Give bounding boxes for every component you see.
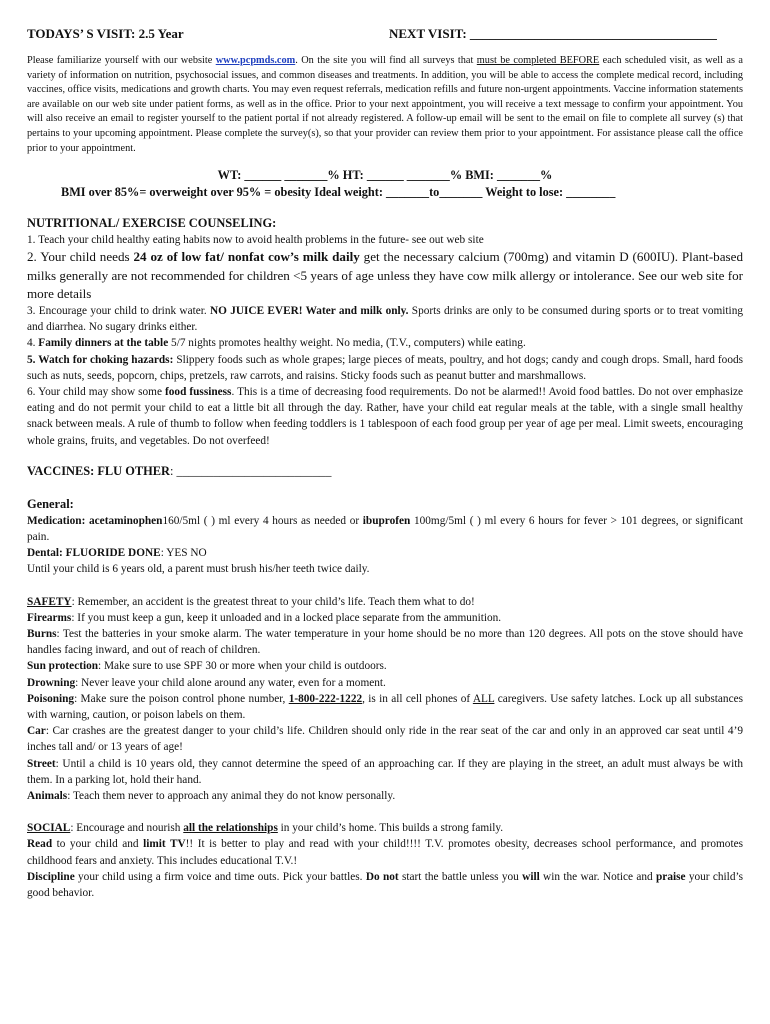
item-text: Sports drinks are only to be consumed during sports or to treat vomiting and diarrhea. No sugary drinks either. xyxy=(27,304,743,334)
intro-text: Please familiarize yourself with our website xyxy=(27,55,216,66)
safety-text: : Test the batteries in your smoke alarm. The water temperature in your home should be no more than 120 degrees. All pots on the stove should have handles facing inward, and out of reach of children. xyxy=(27,628,743,657)
vaccines-blank: : _________________________ xyxy=(169,463,332,478)
vaccines-label: VACCINES: FLU OTHER xyxy=(27,463,170,478)
food-fussiness-text: food fussiness xyxy=(165,385,232,398)
item-text: 6. Your child may show some xyxy=(27,385,166,398)
choking-hazards-label: 5. Watch for choking hazards: xyxy=(27,353,174,366)
item-text: Slippery foods such as whole grapes; large pieces of meats, poultry, and hot dogs; candy and cough drops. Small, hard foods such as nuts, seeds, popcorn, chips, pretzels, raw carrots, and raisins. Sticky foods such as peanut butter and marshmallows. xyxy=(27,353,744,382)
todays-visit: TODAYS’ S VISIT: 2.5 Year xyxy=(27,26,184,41)
nutrition-item-2 xyxy=(27,248,743,303)
brush-text: Until your child is 6 years old, a parent must brush his/her teeth twice daily. xyxy=(27,563,370,576)
safety-text: : Make sure the poison control phone number, xyxy=(74,692,289,705)
burns-label: Burns xyxy=(27,628,57,641)
social-label: SOCIAL xyxy=(27,822,71,835)
safety-intro xyxy=(27,594,743,610)
item-text: get the necessary calcium (700mg) and vitamin D (600IU). Plant-based milks generally are not recommended for children <5 years of age unless they have cow milk allergy or intolerance. See our web site for more details xyxy=(27,249,743,301)
dental-label: Dental: FLUORIDE DONE xyxy=(27,547,161,560)
read-label: Read xyxy=(27,838,53,851)
next-visit: NEXT VISIT: ______________________________________ xyxy=(389,26,717,41)
vaccines-line xyxy=(27,463,743,480)
bmi-line: BMI over 85%= overweight over 95% = obesity Ideal weight: _______to_______ Weight to lose: ________ xyxy=(61,185,616,200)
discipline-label: Discipline xyxy=(27,870,75,883)
safety-text: : Never leave your child alone around any water, even for a moment. xyxy=(75,676,386,689)
sun-label: Sun protection xyxy=(27,660,99,673)
measurements-line: WT: ______ _______% HT: ______ _______% BMI: _______% xyxy=(217,168,553,183)
safety-drowning xyxy=(27,675,743,691)
dental-line xyxy=(27,545,743,561)
safety-sun xyxy=(27,658,743,674)
general-title: General: xyxy=(27,496,74,511)
nutrition-item-1: 1. Teach your child healthy eating habits now to avoid health problems in the future- see out web site xyxy=(27,234,484,247)
relationships-text: all the relationships xyxy=(183,822,278,835)
safety-text: : Car crashes are the greatest danger to your child’s life. Children should only ride in the rear seat of the car and only in an approved car seat until 4’9 inches tall and/ or 13 years of age! xyxy=(27,725,743,754)
safety-text: : Make sure to use SPF 30 or more when your child is outdoors. xyxy=(98,660,387,673)
social-read xyxy=(27,836,743,868)
safety-text: : Until a child is 10 years old, they cannot determine the speed of an approaching car. If they are playing in the street, an adult must always be with them. In a parking lot, hold their hand. xyxy=(27,757,743,786)
milk-amount: 24 oz of low fat/ nonfat cow’s milk daily xyxy=(133,249,360,265)
header xyxy=(27,26,743,44)
poison-phone: 1-800-222-1222 xyxy=(288,692,363,705)
item-text: 5/7 nights promotes healthy weight. No media, (T.V., computers) while eating. xyxy=(168,337,526,350)
praise-text: praise xyxy=(656,870,686,883)
ibuprofen-label: ibuprofen xyxy=(362,514,411,527)
dental-options: : YES NO xyxy=(160,547,207,560)
social-text: start the battle unless you xyxy=(398,870,523,883)
do-not-text: Do not xyxy=(365,870,399,883)
safety-firearms xyxy=(27,610,743,626)
nutrition-item-3 xyxy=(27,303,743,335)
medication-line xyxy=(27,513,743,545)
intro-text: . On the site you will find all surveys that xyxy=(295,55,477,66)
social-text: in your child’s home. This builds a strong family. xyxy=(277,822,504,835)
safety-street xyxy=(27,756,743,788)
nutrition-item-5 xyxy=(27,352,743,384)
social-intro xyxy=(27,820,743,836)
safety-car xyxy=(27,723,743,755)
safety-text: caregivers. Use safety latches. Lock up all substances with warning, caution, or poison labels on them. xyxy=(27,692,743,722)
street-label: Street xyxy=(27,757,56,770)
safety-poisoning xyxy=(27,691,743,723)
intro-text: each scheduled visit, as well as a variety of information on nutrition, psychosocial issues, and common diseases and treatments. In addition, you will be able to access the complete medical record, including vaccines, office visits, medications and growth charts. You may even request referrals, medication refills and future non-urgent appointments. Vaccine information statements are available on our web site under patient forms, as well as in the office. Prior to your next appointment, you will receive a text message to confirm your appointment. You will also receive an email to register yourself to the patient portal if not already registered. A follow-up email will be sent to the email on file to complete all survey (s) that pertains to your upcoming appointment. Please complete the survey(s), so that your provider can review them prior to your appointment. For assistance please call the office prior to your appointment. xyxy=(27,55,743,154)
social-text: win the war. Notice and xyxy=(539,870,657,883)
all-caregivers: ALL xyxy=(472,692,495,705)
item-text: 3. Encourage your child to drink water. xyxy=(27,304,210,317)
social-text: !! It is better to play and read with your child!!!! T.V. promotes obesity, decreases school performance, and promotes childhood fears and anxiety. This includes educational T.V.! xyxy=(27,838,744,867)
safety-animals xyxy=(27,788,743,804)
car-label: Car xyxy=(27,725,46,738)
safety-text: : Teach them never to approach any animal they do not know personally. xyxy=(67,790,396,803)
nutrition-item-6 xyxy=(27,384,743,449)
must-complete-text: must be completed BEFORE xyxy=(476,55,600,66)
social-text: : Encourage and nourish xyxy=(70,822,184,835)
nutrition-title: NUTRITIONAL/ EXERCISE COUNSELING: xyxy=(27,216,277,231)
poisoning-label: Poisoning xyxy=(27,692,75,705)
safety-text: , is in all cell phones of xyxy=(362,692,473,705)
website-link[interactable]: www.pcpmds.com xyxy=(215,55,296,66)
social-text: your child’s good behavior. xyxy=(27,870,744,900)
will-text: will xyxy=(522,870,540,883)
limit-tv-text: limit TV xyxy=(143,838,186,851)
no-juice-text: NO JUICE EVER! Water and milk only. xyxy=(209,304,409,317)
social-discipline xyxy=(27,869,743,901)
item-text: . This is a time of decreasing food requirements. Do not be alarmed!! Avoid food battles. Do not over emphasize eating and do not permit your child to eat a little bit all through the day. Rather, have your child eat regular meals at the table, with a single small healthy snack between meals. A rule of thumb to follow when feeding toddlers is 1 tablespoon of each food group per year of age per meal. Limit sweets, encouraging whole grains, fruits, and vegetables. Do not overfeed! xyxy=(27,385,744,447)
social-text: your child using a firm voice and time outs. Pick your battles. xyxy=(74,870,366,883)
nutrition-item-4 xyxy=(27,335,743,351)
social-text: to your child and xyxy=(52,838,144,851)
family-dinners-text: Family dinners at the table xyxy=(38,337,169,350)
intro-paragraph xyxy=(27,54,743,156)
item-text: 4. xyxy=(27,337,39,350)
medication-text: 100mg/5ml ( ) ml every 6 hours for fever > 101 degrees, or significant pain. xyxy=(27,514,744,543)
safety-text: : If you must keep a gun, keep it unloaded and in a locked place separate from the ammunition. xyxy=(71,611,502,624)
document-page xyxy=(27,26,743,901)
firearms-label: Firearms xyxy=(27,611,72,624)
drowning-label: Drowning xyxy=(27,676,76,689)
medication-text: 160/5ml ( ) ml every 4 hours as needed or xyxy=(162,514,363,527)
safety-label: SAFETY xyxy=(27,595,72,608)
safety-text: : Remember, an accident is the greatest threat to your child’s life. Teach them what to do! xyxy=(71,595,475,608)
safety-burns xyxy=(27,626,743,658)
item-text: 2. Your child needs xyxy=(27,249,134,265)
animals-label: Animals xyxy=(27,790,68,803)
medication-label: Medication: acetaminophen xyxy=(27,514,163,527)
